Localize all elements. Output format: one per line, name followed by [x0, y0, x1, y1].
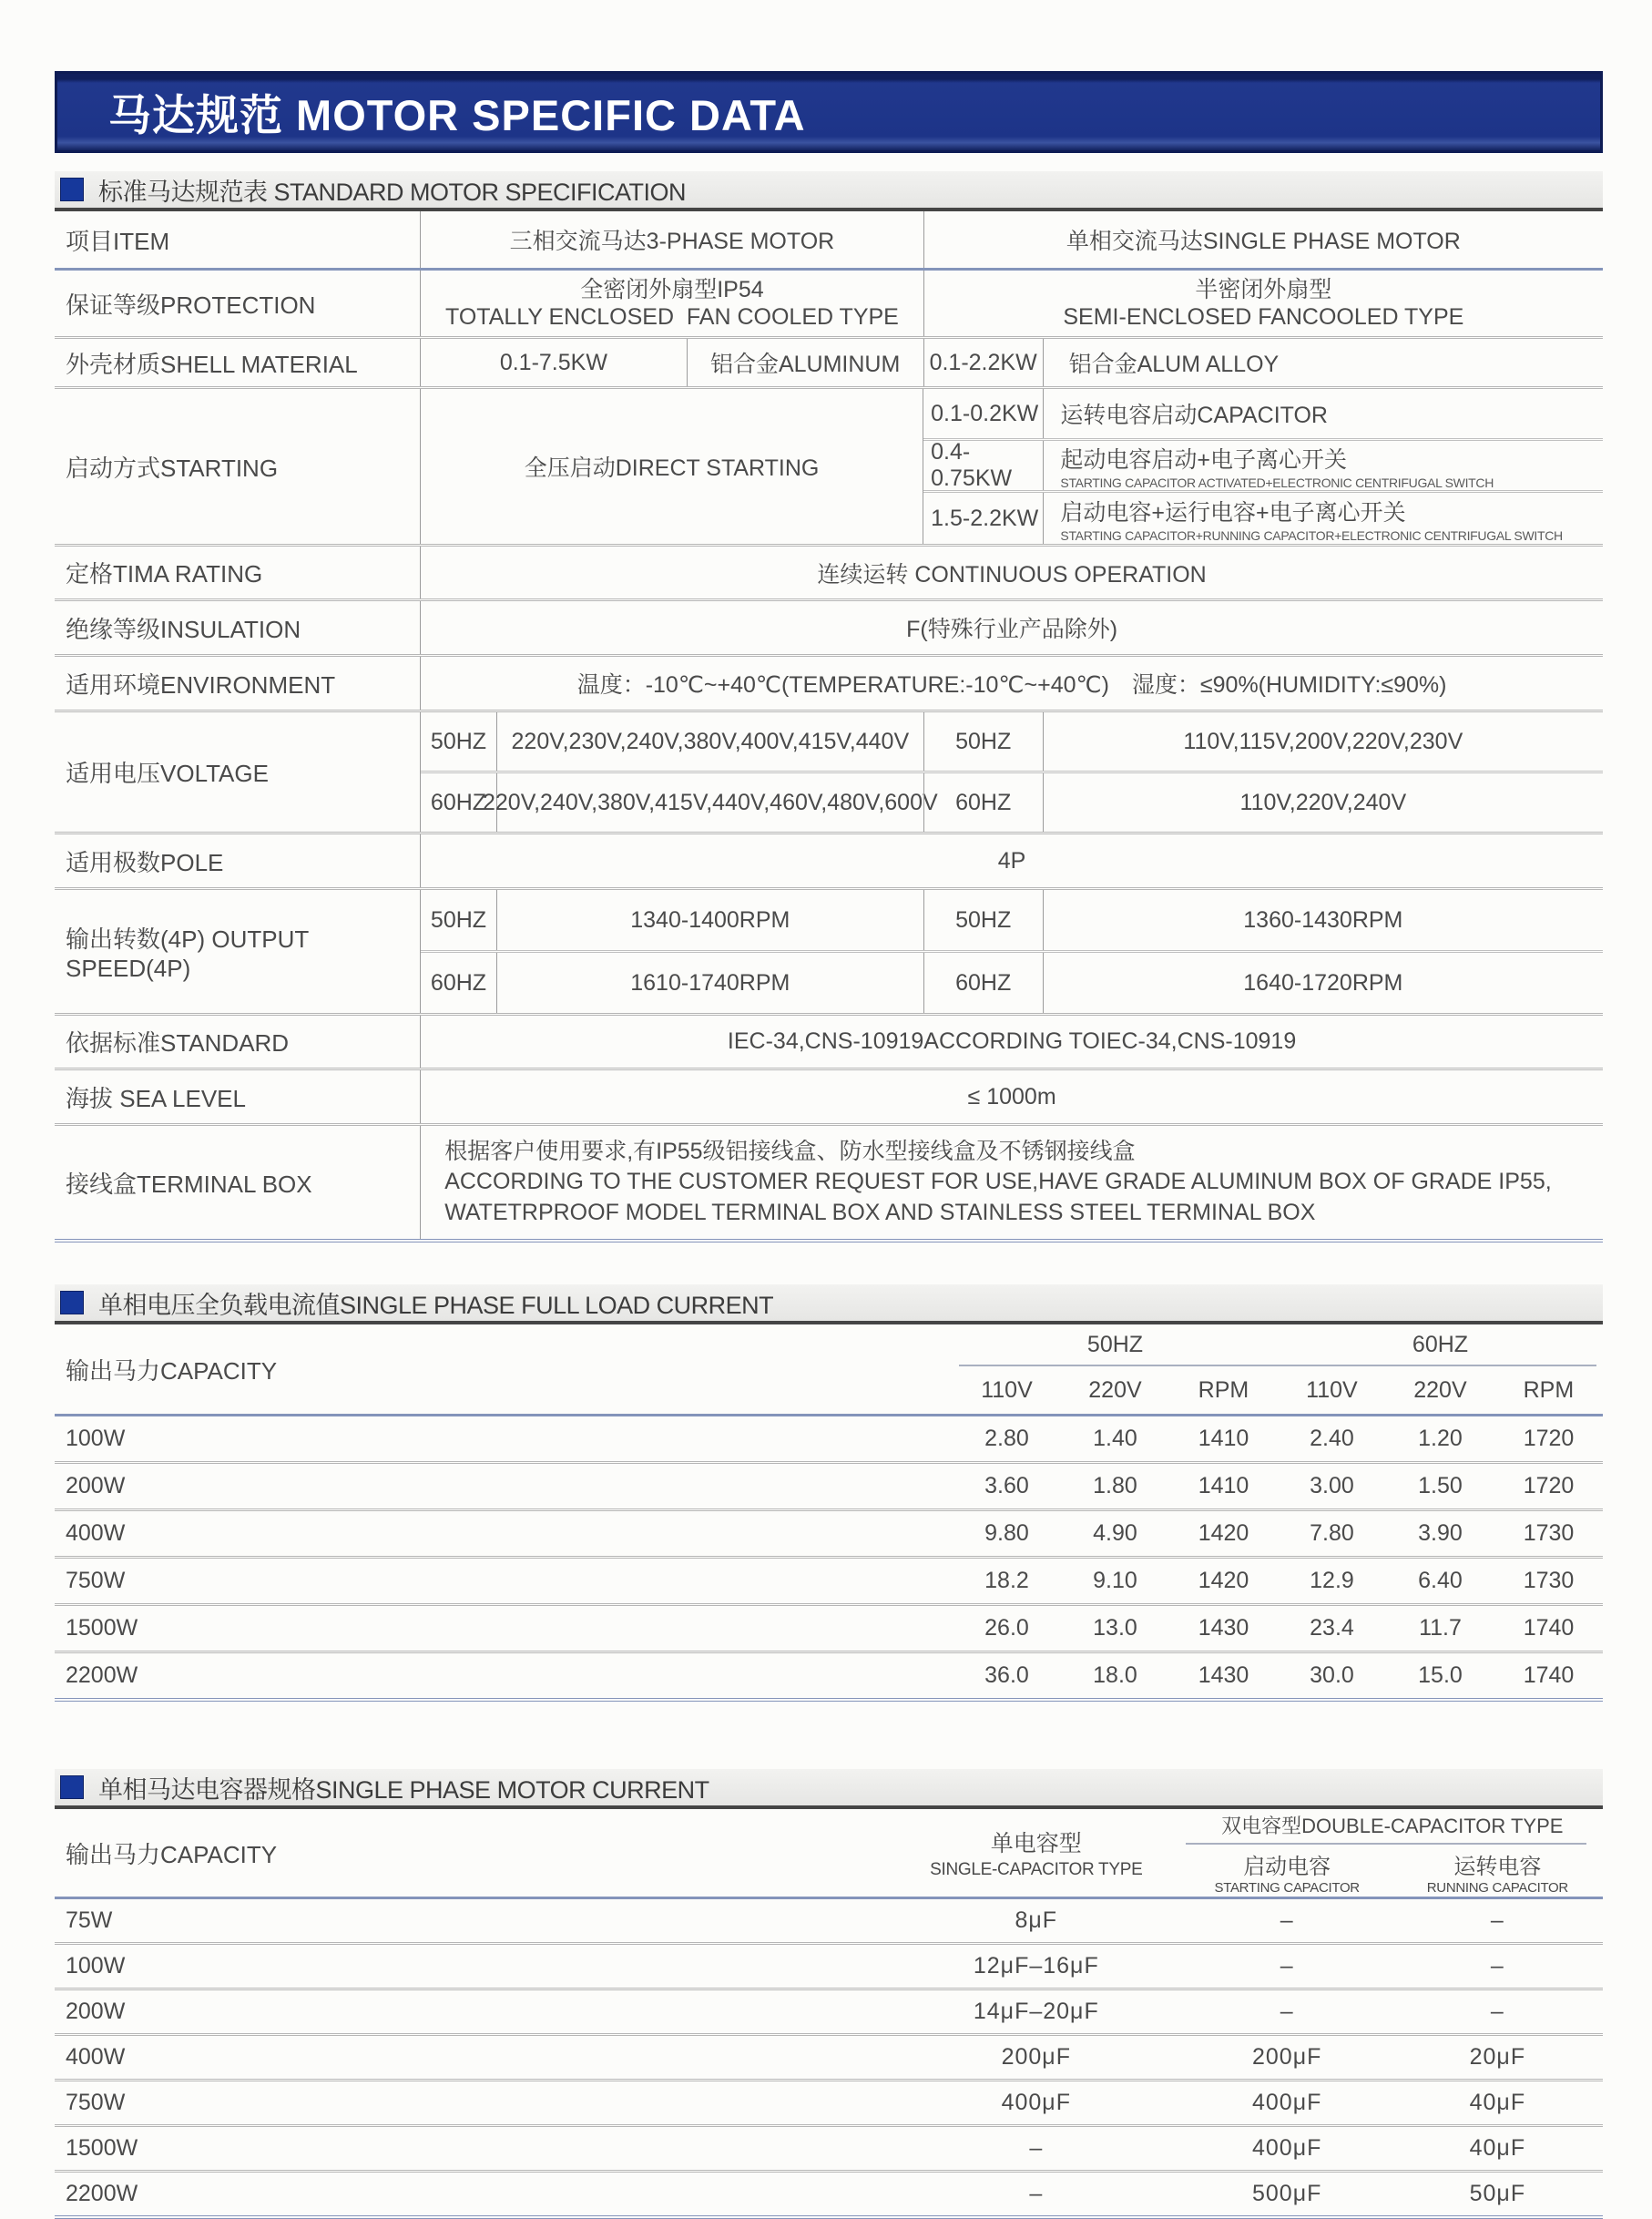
spec-row-environment [55, 654, 1603, 710]
voltage-rows [420, 712, 1603, 832]
table-row: 2200W 36.0 18.0 1430 30.0 15.0 1740 [55, 1651, 1603, 1698]
shell-1p-material: 铝合金ALUM ALLOY [1043, 339, 1603, 386]
table-row: 750W 18.2 9.10 1420 12.9 6.40 1730 [55, 1556, 1603, 1603]
row-label: 保证等级PROTECTION [66, 291, 316, 319]
capacity-column-header: 输出马力CAPACITY [66, 1356, 278, 1385]
starting-three-phase: 全压启动DIRECT STARTING [420, 389, 923, 544]
table-row: 200W 14μF–20μF – – [55, 1988, 1603, 2033]
voltage-1p-values: 110V,220V,240V [1043, 773, 1603, 832]
spec-row-pole [55, 832, 1603, 887]
group-header-50hz: 50HZ [1086, 1331, 1144, 1357]
sea-level-value: ≤ 1000m [420, 1070, 1603, 1123]
starting-desc: 起动电容启动+电子离心开关 STARTING CAPACITOR ACTIVATED+ELECTRONIC CENTRIFUGAL SWITCH [1043, 441, 1603, 490]
table-row: 400W 200μF 200μF 20μF [55, 2033, 1603, 2079]
terminal-box-value: 根据客户使用要求,有IP55级铝接线盒、防水型接线盒及不锈钢接线盒 ACCORDING TO THE CUSTOMER REQUEST FOR USE,HAVE GRADE ALUMINUM BOX OF GRADE IP55, WATETRPROOF MODEL TERMINAL BOX AND STAINLESS STEEL TERMINAL BOX [420, 1126, 1603, 1239]
capacitor-spec-table [55, 1809, 1603, 2219]
row-label: 输出转数(4P) OUTPUT SPEED(4P) [66, 925, 309, 982]
table-row: 400W 9.80 4.90 1420 7.80 3.90 1730 [55, 1508, 1603, 1556]
kw-range: 0.4-0.75KW [931, 439, 1013, 492]
row-label: 适用极数POLE [66, 848, 224, 876]
row-label: 绝缘等级INSULATION [66, 615, 301, 643]
hz-label: 60HZ [923, 953, 1043, 1013]
standard-value: IEC-34,CNS-10919ACCORDING TOIEC-34,CNS-10919 [420, 1016, 1603, 1068]
single-phase-header: 单相交流马达SINGLE PHASE MOTOR [923, 211, 1603, 268]
full-load-current-table [55, 1324, 1603, 1702]
spec-row-terminal-box [55, 1123, 1603, 1239]
hz-label: 60HZ [430, 789, 487, 815]
page [55, 71, 1603, 2219]
standard-spec-table [55, 211, 1603, 1242]
kw-range: 0.1-0.2KW [931, 400, 1039, 426]
section1-header [55, 171, 1603, 211]
spec-row-rating [55, 544, 1603, 598]
row-label: 定格TIMA RATING [66, 560, 263, 588]
hz-label: 60HZ [430, 969, 487, 996]
section2-heading: 单相电压全负载电流值SINGLE PHASE FULL LOAD CURRENT [98, 1291, 774, 1319]
section3-header [55, 1769, 1603, 1809]
protection-single-phase: 半密闭外扇型 SEMI-ENCLOSED FANCOOLED TYPE [923, 271, 1603, 336]
row-label: 海拔 SEA LEVEL [66, 1084, 246, 1112]
page-title: 马达规范 MOTOR SPECIFIC DATA [108, 90, 806, 139]
spec-row-insulation [55, 598, 1603, 654]
shell-1p-range: 0.1-2.2KW [923, 339, 1043, 386]
kw-range: 1.5-2.2KW [931, 505, 1039, 531]
section3-heading: 单相马达电容器规格SINGLE PHASE MOTOR CURRENT [98, 1775, 709, 1804]
speed-row-60hz [421, 950, 1603, 1013]
table-row: 100W 12μF–16μF – – [55, 1942, 1603, 1988]
group-header-60hz: 60HZ [1412, 1331, 1469, 1357]
page-title-banner [55, 71, 1603, 153]
table-row: 750W 400μF 400μF 40μF [55, 2079, 1603, 2124]
three-phase-header: 三相交流马达3-PHASE MOTOR [420, 211, 923, 268]
spec-row-protection [55, 268, 1603, 336]
speed-rows [420, 890, 1603, 1013]
spec-row-shell-material [55, 336, 1603, 386]
voltage-row-60hz [421, 771, 1603, 832]
spec-row-item [55, 211, 1603, 268]
hz-label: 50HZ [923, 712, 1043, 771]
group-underline [1186, 1843, 1586, 1845]
col-header: 110V [1306, 1376, 1358, 1403]
col-header: RPM [1198, 1376, 1249, 1403]
protection-three-phase: 全密闭外扇型IP54 TOTALLY ENCLOSED FAN COOLED TYPE [420, 271, 923, 336]
section2-header [55, 1284, 1603, 1324]
speed-1p-value: 1360-1430RPM [1043, 890, 1603, 950]
row-label: 外壳材质SHELL MATERIAL [66, 350, 358, 378]
section-bullet-icon [60, 178, 84, 201]
row-label: 启动方式STARTING [66, 454, 279, 482]
table-row: 75W 8μF – – [66, 1907, 1504, 1934]
table2-column-headers [953, 1324, 1603, 1414]
section-bullet-icon [60, 1291, 84, 1314]
row-label: 适用环境ENVIRONMENT [66, 670, 336, 699]
starting-desc: 启动电容+运行电容+电子离心开关 STARTING CAPACITOR+RUNNING CAPACITOR+ELECTRONIC CENTRIFUGAL SWITCH [1043, 493, 1603, 544]
section-bullet-icon [60, 1775, 84, 1799]
table2-header [55, 1324, 1603, 1416]
table-row: 2200W – 500μF 50μF [55, 2170, 1603, 2215]
speed-3p-value: 1340-1400RPM [496, 890, 923, 950]
starting-subrow [923, 490, 1603, 544]
spec-row-starting [55, 386, 1603, 544]
spec-row-sea-level [55, 1068, 1603, 1123]
starting-desc: 运转电容启动CAPACITOR [1043, 389, 1603, 438]
hz-label: 60HZ [923, 773, 1043, 832]
insulation-value: F(特殊行业产品除外) [420, 601, 1603, 654]
section1-heading: 标准马达规范表 STANDARD MOTOR SPECIFICATION [98, 178, 687, 206]
starting-capacitor-column-header: 启动电容 STARTING CAPACITOR [1214, 1854, 1360, 1896]
speed-1p-value: 1640-1720RPM [1043, 953, 1603, 1013]
row-label: 适用电压VOLTAGE [66, 760, 269, 788]
shell-3p-range: 0.1-7.5KW [420, 339, 686, 386]
table-row: 200W 3.60 1.80 1410 3.00 1.50 1720 [55, 1461, 1603, 1508]
starting-subrow [923, 389, 1603, 438]
col-header: 110V [981, 1376, 1033, 1403]
col-header: RPM [1523, 1376, 1575, 1403]
voltage-3p-values: 220V,240V,380V,415V,440V,460V,480V,600V [496, 773, 923, 832]
spec-row-output-speed [55, 887, 1603, 1013]
table-row: 1500W – 400μF 40μF [55, 2124, 1603, 2170]
environment-value: 温度：-10℃~+40℃(TEMPERATURE:-10℃~+40℃) 湿度：≤90%(HUMIDITY:≤90%) [420, 657, 1603, 710]
starting-single-phase-group [923, 389, 1603, 544]
rating-value: 连续运转 CONTINUOUS OPERATION [420, 547, 1603, 598]
col-header: 220V [1088, 1376, 1142, 1403]
speed-row-50hz [421, 890, 1603, 950]
table-row: 100W 2.80 1.40 1410 2.40 1.20 1720 [66, 1426, 1575, 1452]
spec-row-standard [55, 1013, 1603, 1068]
capacity-column-header: 输出马力CAPACITY [66, 1840, 278, 1868]
single-capacitor-column-header: 单电容型 SINGLE-CAPACITOR TYPE [930, 1831, 1143, 1880]
row-label: 项目ITEM [66, 227, 170, 255]
double-capacitor-group-header: 双电容型DOUBLE-CAPACITOR TYPE 启动电容 STARTING CAPACITOR 运转电容 RUNNING CAPACITOR [1182, 1809, 1603, 1897]
starting-subrow [923, 438, 1603, 490]
hz-label: 50HZ [430, 906, 487, 933]
voltage-1p-values: 110V,115V,200V,220V,230V [1043, 712, 1603, 771]
voltage-3p-values: 220V,230V,240V,380V,400V,415V,440V [496, 712, 923, 771]
voltage-row-50hz [421, 712, 1603, 771]
table-row: 1500W 26.0 13.0 1430 23.4 11.7 1740 [55, 1603, 1603, 1651]
running-capacitor-column-header: 运转电容 RUNNING CAPACITOR [1426, 1854, 1568, 1896]
hz-label: 50HZ [430, 728, 487, 754]
hz-label: 50HZ [923, 890, 1043, 950]
row-label: 依据标准STANDARD [66, 1029, 290, 1058]
shell-3p-material: 铝合金ALUMINUM [687, 339, 923, 386]
pole-value: 4P [420, 834, 1603, 887]
table3-header [55, 1809, 1603, 1899]
speed-3p-value: 1610-1740RPM [496, 953, 923, 1013]
row-label: 接线盒TERMINAL BOX [66, 1170, 312, 1198]
col-header: 220V [1413, 1376, 1467, 1403]
spec-row-voltage [55, 710, 1603, 832]
